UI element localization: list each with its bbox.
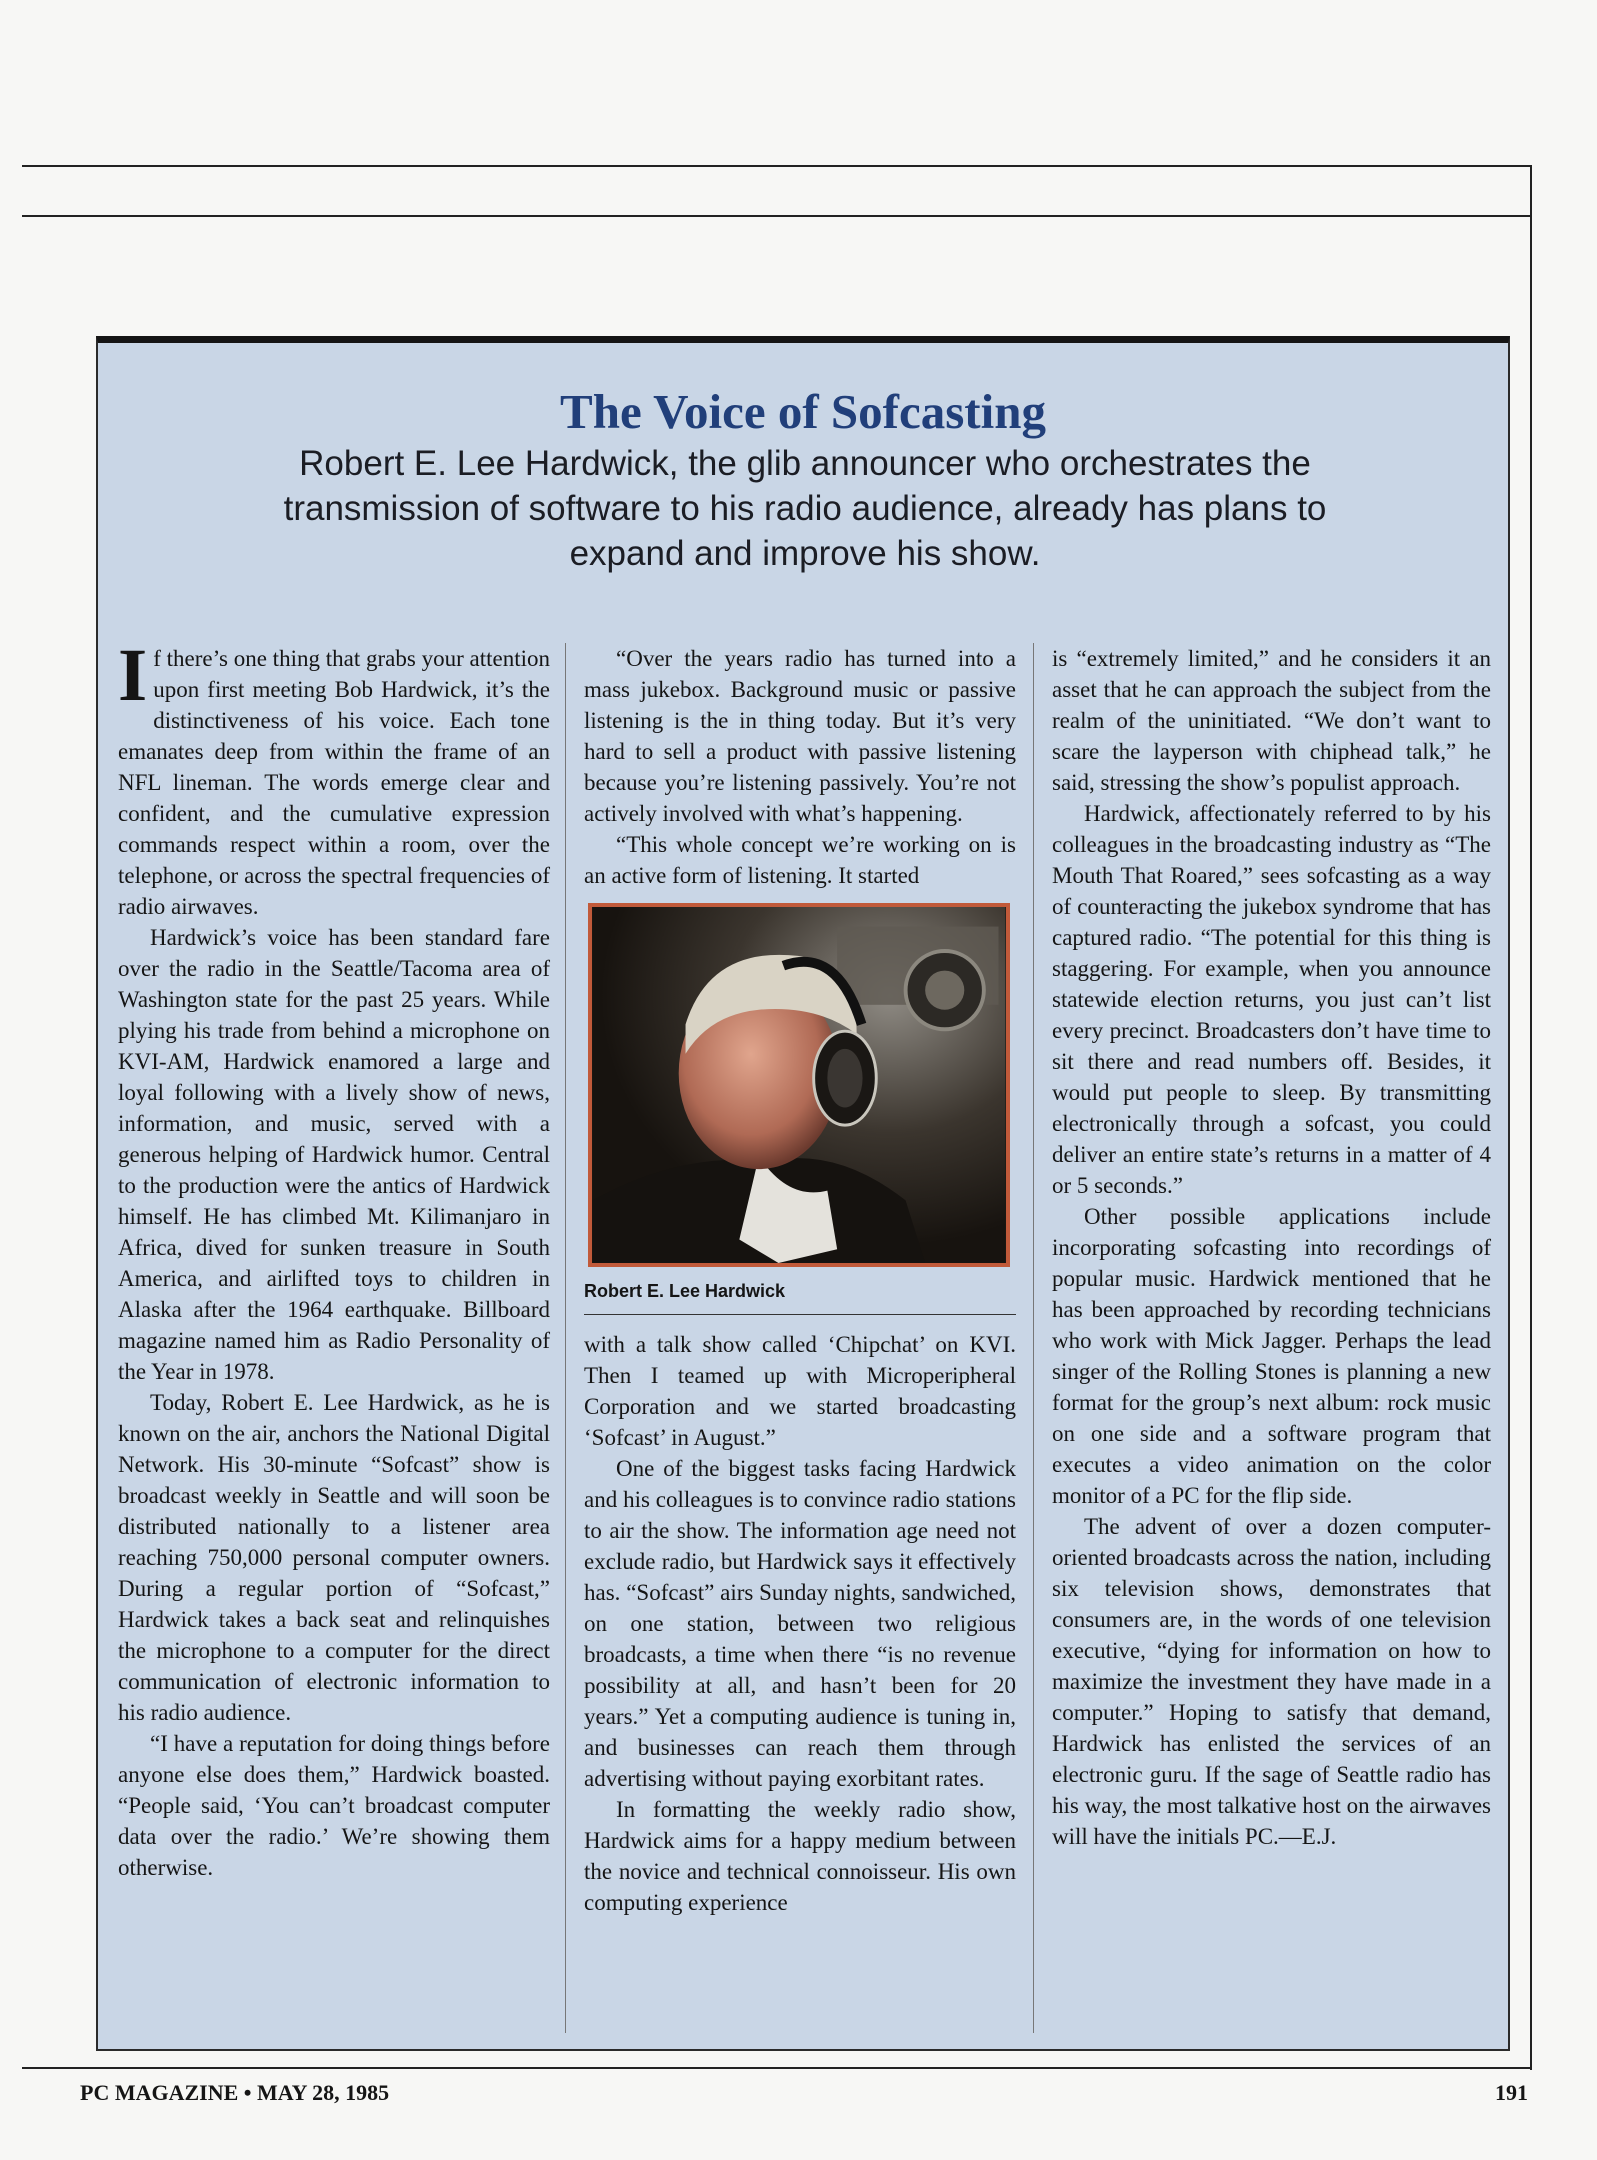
paragraph: One of the biggest tasks facing Hardwick and his colleagues is to convince radio stations to air the show. The information age need not exclude radio, but Hardwick says it effectively has. “Sofcast” airs Sunday nights, sandwiched, on one station, between two religious broadcasts, a time when there “is no revenue possibility at all, and hasn’t been for 20 years.” Yet a computing audience is tuning in, and businesses can reach them through advertising without paying exorbitant rates. bbox=[584, 1456, 1016, 1791]
paragraph: Hardwick’s voice has been standard fare over the radio in the Seattle/Tacoma area of Washington state for the past 25 years. While plying his trade from behind a microphone on KVI-AM, Hardwick enamored a large and loyal following with a lively show of news, information, and music, served with a generous helping of Hardwick humor. Central to the production were the antics of Hardwick himself. He has climbed Mt. Kilimanjaro in Africa, dived for sunken treasure in South America, and airlifted toys to children in Alaska after the 1964 earthquake. Billboard magazine named him as Radio Personality of the Year in 1978. bbox=[118, 925, 550, 1384]
right-rule bbox=[1530, 165, 1532, 2070]
paragraph: The advent of over a dozen computer-oriented broadcasts across the nation, including six television shows, demonstrates that consumers are, in the words of one television executive, “dying for information on how to maximize the investment they have made in a computer.” Hoping to satisfy that demand, Hardwick has enlisted the services of an electronic guru. If the sage of Seattle radio has his way, the most talkative host on the airwaves will have the initials PC.—E.J. bbox=[1052, 1514, 1491, 1849]
column-2 bbox=[584, 643, 1016, 1918]
header-rule bbox=[22, 215, 1532, 217]
paragraph: Other possible applications include incorporating sofcasting into recordings of popular music. Hardwick mentioned that he has been approached by recording technicians who work with Mick Jagger. Perhaps the lead singer of the Rolling Stones is planning a new format for the group’s next album: rock music on one side and a software program that executes a video animation on the color monitor of a PC for the flip side. bbox=[1052, 1204, 1491, 1508]
publication-line: PC MAGAZINE • MAY 28, 1985 bbox=[80, 2080, 390, 2105]
paragraph: “This whole concept we’re working on is an active form of listening. It started bbox=[584, 832, 1016, 888]
page-number: 191 bbox=[1495, 2080, 1528, 2105]
paragraph: is “extremely limited,” and he considers it an asset that he can approach the subject from the realm of the uninitiated. “We don’t want to scare the layperson with chiphead talk,” he said, stressing the show’s populist approach. bbox=[1052, 646, 1491, 795]
paragraph: If there’s one thing that grabs your attention upon first meeting Bob Hardwick, it’s the distinctiveness of his voice. Each tone emanates deep from within the frame of an NFL lineman. The words emerge clear and confident, and the cumulative expression commands respect within a room, over the telephone, or across the spectral frequencies of radio airwaves. bbox=[118, 634, 550, 919]
footer-rule bbox=[22, 2067, 1532, 2069]
paragraph: “I have a reputation for doing things before anyone else does them,” Hardwick boasted. “People said, ‘You can’t broadcast computer data over the radio.’ We’re showing them otherwise. bbox=[118, 1731, 550, 1880]
paragraph: Hardwick, affectionately referred to by his colleagues in the broadcasting industry as “The Mouth That Roared,” sees sofcasting as a way of counteracting the jukebox syndrome that has captured radio. “The potential for this thing is staggering. For example, when you announce statewide election returns, you just can’t list every precinct. Broadcasters don’t have time to sit there and read numbers off. Besides, it would put people to sleep. By transmitting electronically through a sofcast, you could deliver an entire state’s returns in a matter of 4 or 5 seconds.” bbox=[1052, 801, 1491, 1198]
column-3 bbox=[1052, 643, 1491, 1852]
top-rule bbox=[22, 165, 1532, 167]
article-deck: Robert E. Lee Hardwick, the glib announcer who orchestrates the transmission of software to his radio audience, already has plans to expand and improve his show. bbox=[283, 444, 1327, 573]
photo-figure bbox=[584, 903, 1016, 1329]
photo-caption: Robert E. Lee Hardwick bbox=[584, 1280, 1016, 1315]
portrait-photo bbox=[588, 903, 1010, 1267]
column-divider bbox=[565, 643, 566, 2033]
drop-cap: I bbox=[118, 634, 148, 717]
paragraph: Today, Robert E. Lee Hardwick, as he is known on the air, anchors the National Digital Network. His 30-minute “Sofcast” show is broadcast weekly in Seattle and will soon be distributed nationally to a listener area reaching 750,000 personal computer owners. During a regular portion of “Sofcast,” Hardwick takes a back seat and relinquishes the microphone to a computer for the direct communication of electronic information to his radio audience. bbox=[118, 1390, 550, 1725]
paragraph: with a talk show called ‘Chipchat’ on KVI. Then I teamed up with Microperipheral Corporation and we started broadcasting ‘Sofcast’ in August.” bbox=[584, 1332, 1016, 1450]
column-divider bbox=[1033, 643, 1034, 2033]
article-headline: The Voice of Sofcasting bbox=[560, 384, 1046, 439]
column-1 bbox=[118, 634, 550, 1883]
sidebar-box bbox=[96, 336, 1510, 2051]
paragraph: In formatting the weekly radio show, Hardwick aims for a happy medium between the novice and technical connoisseur. His own computing experience bbox=[584, 1797, 1016, 1915]
paragraph: “Over the years radio has turned into a mass jukebox. Background music or passive listening is the in thing today. But it’s very hard to sell a product with passive listening because you’re listening passively. You’re not actively involved with what’s happening. bbox=[584, 646, 1016, 826]
